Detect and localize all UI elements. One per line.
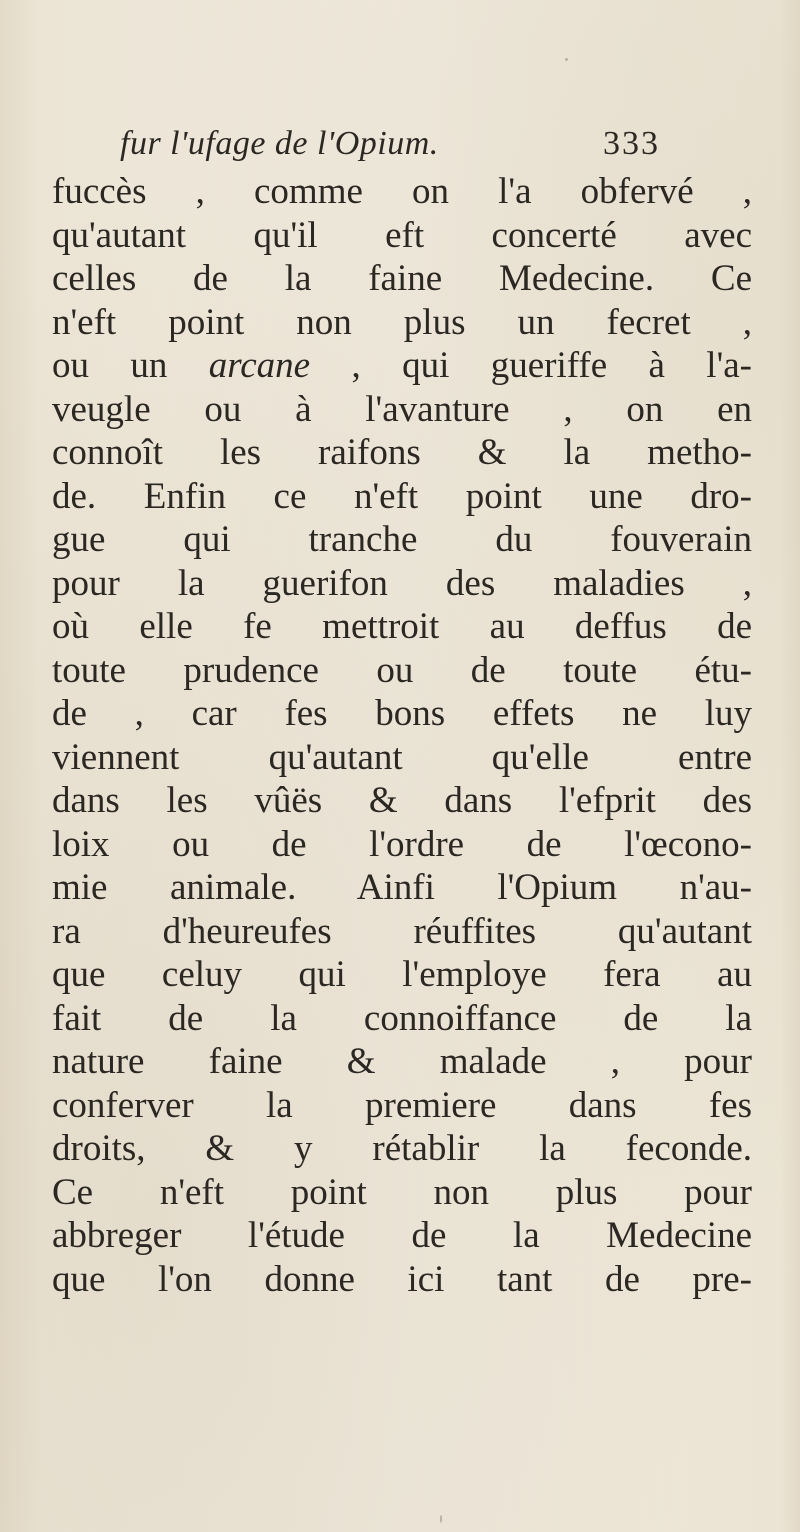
text-line: mie animale. Ainfi l'Opium n'au- [52, 867, 752, 908]
text-line: ou un arcane , qui gueriffe à l'a- [52, 345, 753, 386]
text-line: n'eft point non plus un fecret , [52, 301, 752, 343]
paper-speck [440, 1515, 442, 1523]
text-line: abbreger l'étude de la Medecine [52, 1215, 752, 1256]
text-line: gue qui tranche du fouverain [52, 519, 752, 560]
text-line: ra d'heureufes réuffites qu'autant [52, 910, 752, 952]
text-line: celles de la faine Medecine. Ce [52, 258, 752, 299]
text-line: nature faine & malade , pour [52, 1041, 752, 1082]
text-line: qu'autant qu'il eft concerté avec [52, 214, 752, 256]
text-line: de. Enfin ce n'eft point une dro- [52, 475, 752, 517]
text-line: viennent qu'autant qu'elle entre [52, 736, 752, 778]
text-line: que l'on donne ici tant de pre- [52, 1258, 752, 1300]
paper-speck [735, 365, 737, 371]
text-line: que celuy qui l'employe fera au [52, 954, 752, 995]
text-line: pour la guerifon des maladies , [52, 562, 752, 604]
text-line: conferver la premiere dans fes [52, 1084, 752, 1126]
page-number: 333 [603, 125, 660, 162]
text-line: dans les vûës & dans l'efprit des [52, 780, 752, 821]
text-line: de , car fes bons effets ne luy [52, 693, 752, 734]
text-line: toute prudence ou de toute étu- [52, 649, 752, 691]
text-line: où elle fe mettroit au deffus de [52, 606, 752, 647]
text-line: fuccès , comme on l'a obfervé , [52, 171, 752, 212]
text-line: Ce n'eft point non plus pour [52, 1171, 752, 1213]
paper-speck [565, 58, 568, 61]
running-head: fur l'ufage de l'Opium. [120, 125, 439, 162]
text-line: droits, & y rétablir la feconde. [52, 1128, 752, 1169]
text-line: fait de la connoiffance de la [52, 997, 752, 1039]
text-line: connoît les raifons & la metho- [52, 432, 752, 473]
body-text [52, 170, 752, 1301]
page-header [120, 125, 660, 169]
text-line: veugle ou à l'avanture , on en [52, 388, 752, 430]
text-line: loix ou de l'ordre de l'œcono- [52, 823, 752, 865]
italic-term: arcane [208, 345, 311, 386]
